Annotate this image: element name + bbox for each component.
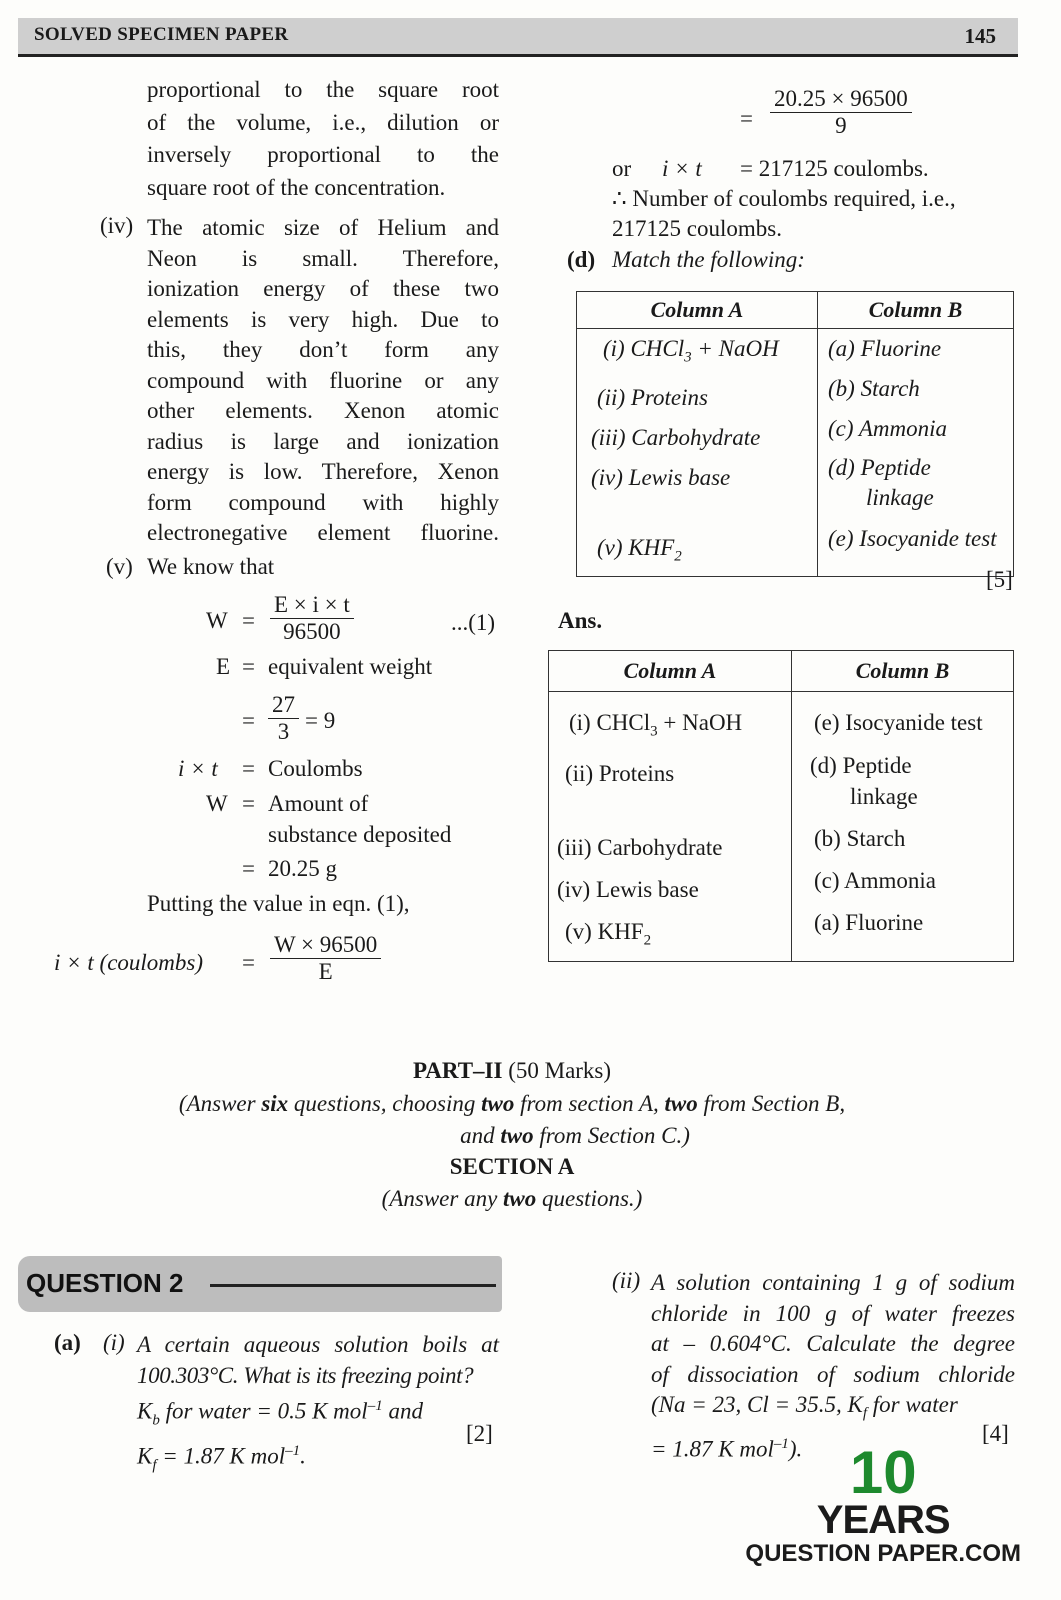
part2-instruction-line2 (0, 1123, 1061, 1149)
w-value: 20.25 g (268, 856, 337, 881)
table-row (549, 702, 791, 753)
q2-ii-label: (ii) (612, 1268, 641, 1293)
column-a-cell (577, 329, 818, 577)
table-row (549, 911, 791, 962)
final-fraction (270, 932, 381, 985)
part2-title (0, 1058, 1024, 1084)
row-text-cont: linkage (850, 784, 918, 809)
text-span: = 1.87 K mol (156, 1443, 286, 1469)
page-number: 145 (964, 24, 996, 48)
row-text: KHF (628, 534, 675, 560)
row-text: Fluorine (845, 910, 924, 935)
logo-site: QUESTION PAPER.COM (745, 1540, 1021, 1567)
row-letter: (c) (828, 416, 854, 441)
table-row (549, 827, 791, 869)
subscript: b (152, 1412, 160, 1429)
row-letter: (d) (828, 455, 855, 480)
fraction-numerator: W × 96500 (270, 932, 381, 959)
subscript: 2 (674, 548, 682, 565)
equals-sign: = (740, 106, 753, 131)
row-letter: (a) (814, 910, 840, 935)
row-text: Peptide (842, 753, 912, 778)
fraction-denominator: E (318, 959, 333, 984)
e-rhs: equivalent weight (268, 654, 433, 679)
text-line: energy is low. Therefore, Xenon (147, 459, 499, 484)
table-row (577, 458, 817, 498)
part2-instruction-line1 (0, 1091, 1024, 1117)
row-letter: (b) (814, 826, 841, 851)
fraction-denominator: 9 (835, 113, 847, 138)
or-rhs: = 217125 coulombs. (740, 156, 929, 181)
row-text: Isocyanide test (845, 710, 983, 735)
item-v-text: We know that (147, 554, 275, 579)
row-text: CHCl (596, 710, 651, 735)
text-line: A certain aqueous solution boils at (137, 1332, 499, 1357)
q2-a-label: (a) (54, 1330, 81, 1355)
column-b-cell (818, 329, 1014, 577)
table-row (549, 753, 791, 795)
row-text: Lewis base (628, 464, 731, 490)
text-span: (Na = 23, Cl = 35.5, (651, 1392, 848, 1417)
match-answer-table (548, 650, 1014, 962)
table-row (818, 449, 1013, 513)
text-span: from Section C.) (533, 1123, 690, 1148)
or-lhs: i × t (662, 156, 702, 181)
row-number: (iii) (557, 834, 592, 860)
banner-rule (210, 1284, 496, 1287)
text-span-bold: two (500, 1123, 534, 1148)
superscript: –1 (367, 1398, 383, 1414)
logo-number: 10 (849, 1439, 917, 1506)
text-line: chloride in 100 g of water freezes (651, 1300, 1015, 1326)
row-number: (iii) (591, 424, 626, 450)
text-line: of the volume, i.e., dilution or (147, 109, 499, 135)
row-text: Carbohydrate (597, 834, 723, 860)
eq1-fraction (270, 592, 354, 645)
row-number: (ii) (597, 384, 626, 410)
q2-i-label: (i) (103, 1330, 125, 1355)
therefore-line2: 217125 coulombs. (612, 216, 782, 241)
match-question-table (576, 291, 1014, 577)
row-text: Isocyanide test (859, 526, 997, 551)
subscript: 3 (684, 349, 692, 366)
row-text: Fluorine (860, 336, 942, 361)
calc-fraction (770, 86, 912, 139)
table-row (818, 369, 1013, 409)
fraction-denominator: 96500 (283, 619, 341, 644)
d-text: Match the following: (612, 247, 805, 272)
table-row (577, 329, 817, 378)
table-row (818, 519, 1013, 559)
table-row (818, 329, 1013, 369)
q2-i-marks: [2] (466, 1421, 493, 1446)
text-span: from section A, (514, 1091, 665, 1116)
text-line: this, they don’t form any (147, 337, 499, 362)
fraction-numerator: E × i × t (270, 592, 354, 619)
question-2-banner (18, 1256, 502, 1312)
text-line: inversely proportional to the (147, 142, 499, 167)
text-span-bold: six (261, 1091, 289, 1116)
row-text: Carbohydrate (631, 424, 761, 450)
row-text: Starch (860, 376, 920, 401)
row-letter: (d) (810, 753, 837, 778)
text-span: from Section B, (697, 1091, 846, 1116)
or-label: or (612, 156, 632, 181)
row-letter: (c) (814, 868, 840, 893)
equals-sign: = (242, 856, 255, 881)
part2-marks: (50 Marks) (508, 1058, 612, 1083)
page-header (18, 18, 1018, 57)
row-text: Peptide (860, 455, 931, 480)
kf-symbol: K (847, 1392, 863, 1417)
text-line: compound with fluorine or any (147, 367, 499, 393)
text-line: other elements. Xenon atomic (147, 398, 499, 423)
e-fraction (268, 692, 299, 745)
section-a-title: SECTION A (449, 1154, 575, 1179)
subscript: f (152, 1457, 157, 1473)
text-line: ionization energy of these two (147, 276, 499, 301)
equals-sign: = (242, 950, 255, 975)
row-number: (iv) (591, 464, 623, 490)
header-title: SOLVED SPECIMEN PAPER (34, 24, 289, 45)
row-number: (i) (569, 710, 591, 735)
subscript: 2 (643, 932, 652, 949)
column-a-cell (549, 692, 792, 962)
it-rhs: Coulombs (268, 756, 363, 781)
final-lhs: i × t (coulombs) (54, 950, 204, 975)
text-line: elements is very high. Due to (147, 306, 499, 332)
row-text: KHF (597, 918, 644, 944)
column-b-cell (792, 692, 1014, 962)
superscript: –1 (285, 1442, 301, 1459)
row-text-tail: + NaOH (657, 710, 743, 735)
row-text-tail: + NaOH (691, 336, 779, 361)
row-number: (v) (597, 534, 623, 560)
section-a-instruction (0, 1186, 1024, 1212)
table-header: Column A (577, 292, 818, 329)
row-text: Ammonia (844, 868, 937, 893)
row-text: Lewis base (595, 876, 699, 902)
row-letter: (b) (828, 376, 855, 401)
item-iv-label: (iv) (100, 213, 134, 238)
table-row (792, 902, 1013, 944)
text-line: form compound with highly (147, 489, 499, 515)
equals-sign: = (242, 756, 255, 781)
equals-sign: = (242, 608, 255, 633)
text-span: = 1.87 K mol (651, 1436, 774, 1462)
logo-years: YEARS (816, 1498, 950, 1542)
table-row (577, 378, 817, 418)
part2-title-bold: PART–II (412, 1058, 503, 1083)
q2-ii-marks: [4] (982, 1421, 1009, 1446)
equals-sign: = (242, 654, 255, 679)
subscript: 3 (650, 723, 658, 740)
e-lhs: E (216, 654, 231, 679)
row-letter: (e) (828, 526, 854, 551)
item-iv-text (147, 213, 499, 549)
table-row (792, 744, 1013, 818)
text-line: proportional to the square root (147, 77, 499, 102)
table-row (792, 818, 1013, 860)
text-span: for water (867, 1392, 958, 1417)
row-letter: (e) (814, 710, 840, 735)
row-number: (ii) (565, 760, 594, 786)
row-number: (iv) (557, 876, 591, 902)
ans-label: Ans. (558, 608, 603, 633)
fraction-numerator: 20.25 × 96500 (770, 86, 912, 113)
text-line: square root of the concentration. (147, 174, 446, 200)
text-span: questions.) (536, 1186, 643, 1211)
row-text: Proteins (598, 760, 675, 786)
it-lhs: i × t (178, 756, 218, 781)
row-number: (i) (603, 336, 625, 361)
w-lhs: W (206, 791, 228, 816)
text-span-bold: two (664, 1091, 698, 1116)
superscript: –1 (773, 1436, 789, 1453)
item-v-label: (v) (106, 554, 133, 579)
fraction-denominator: 3 (277, 719, 290, 744)
row-number: (v) (565, 918, 592, 944)
row-text: CHCl (630, 336, 685, 361)
text-line: at – 0.604°C. Calculate the degree (651, 1331, 1015, 1356)
table-header: Column B (818, 292, 1014, 329)
row-text: Starch (846, 826, 906, 851)
table-row (577, 528, 817, 577)
fraction-numerator: 27 (268, 692, 299, 719)
kb-symbol: K (137, 1398, 153, 1424)
equals-sign: = (242, 708, 255, 733)
text-line: The atomic size of Helium and (147, 215, 499, 240)
table-row (549, 869, 791, 911)
text-span: questions, choosing (288, 1091, 482, 1116)
e-value: = 9 (305, 708, 336, 733)
w-rhs-line2: substance deposited (268, 822, 452, 847)
table-row (818, 409, 1013, 449)
text-span: ). (788, 1436, 803, 1462)
text-span: . (300, 1443, 306, 1469)
question-2-label: QUESTION 2 (26, 1268, 184, 1298)
text-line (651, 1390, 1015, 1429)
text-line: Neon is small. Therefore, (147, 245, 499, 271)
table-row (792, 702, 1013, 744)
subscript: f (862, 1405, 868, 1422)
row-text: Proteins (630, 384, 708, 410)
kf-symbol: K (137, 1443, 153, 1469)
table-header: Column A (549, 651, 792, 692)
text-line: electronegative element fluorine. (147, 520, 499, 545)
putting-text: Putting the value in eqn. (1), (147, 891, 410, 916)
text-span: and (382, 1398, 423, 1424)
text-span: (Answer (178, 1091, 262, 1116)
text-span: and (460, 1123, 501, 1148)
eq1-tag: ...(1) (451, 610, 496, 635)
left-paragraph-continuation (147, 74, 499, 204)
table-row (577, 418, 817, 458)
text-line: A solution containing 1 g of sodium (651, 1270, 1015, 1295)
text-span-bold: two (481, 1091, 515, 1116)
text-line: radius is large and ionization (147, 428, 499, 454)
text-line: 100.303°C. What is its freezing point? (137, 1362, 474, 1388)
row-text-cont: linkage (866, 485, 934, 510)
w-rhs-line1: Amount of (268, 791, 369, 816)
eq1-lhs: W (206, 608, 228, 633)
d-label: (d) (567, 247, 596, 272)
marks-label: [5] (986, 567, 1013, 592)
text-span: for water = 0.5 K mol (165, 1398, 368, 1424)
text-span-bold: two (503, 1186, 537, 1211)
row-letter: (a) (828, 336, 855, 361)
equals-sign: = (242, 791, 255, 816)
row-text: Ammonia (858, 416, 948, 441)
table-row (792, 860, 1013, 902)
text-line: of dissociation of sodium chloride (651, 1361, 1015, 1387)
q2-i-text (137, 1330, 499, 1481)
text-span: (Answer any (381, 1186, 504, 1211)
text-line (137, 1391, 499, 1436)
text-line (137, 1436, 499, 1481)
q2-ii-text (651, 1268, 1015, 1465)
watermark-logo (745, 1439, 1021, 1569)
table-header: Column B (792, 651, 1014, 692)
therefore-line1: ∴ Number of coulombs required, i.e., (612, 186, 956, 211)
